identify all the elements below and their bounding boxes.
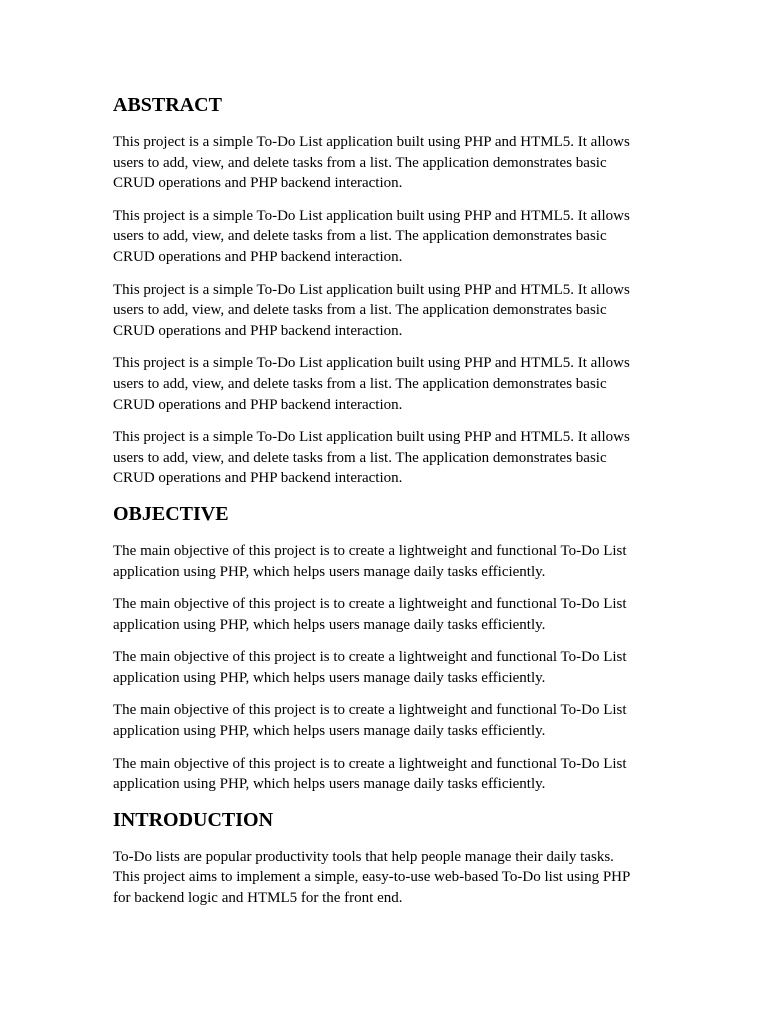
objective-heading: OBJECTIVE bbox=[113, 502, 229, 525]
abstract-paragraph: This project is a simple To-Do List application built using PHP and HTML5. It allows users to add, view, and delete tasks from a list. The application demonstrates basic CRUD operations and PHP backend interaction. bbox=[113, 429, 630, 487]
abstract-section bbox=[113, 92, 643, 489]
introduction-section bbox=[113, 807, 643, 909]
introduction-heading: INTRODUCTION bbox=[113, 808, 274, 831]
objective-paragraph: The main objective of this project is to create a lightweight and functional To-Do List application using PHP, which helps users manage daily tasks efficiently. bbox=[113, 596, 627, 633]
abstract-paragraph: This project is a simple To-Do List application built using PHP and HTML5. It allows users to add, view, and delete tasks from a list. The application demonstrates basic CRUD operations and PHP backend interaction. bbox=[113, 207, 630, 265]
objective-paragraph: The main objective of this project is to create a lightweight and functional To-Do List application using PHP, which helps users manage daily tasks efficiently. bbox=[113, 542, 627, 580]
abstract-paragraph: This project is a simple To-Do List application built using PHP and HTML5. It allows users to add, view, and delete tasks from a list. The application demonstrates basic CRUD operations and PHP backend interaction. bbox=[113, 134, 630, 192]
abstract-paragraph: This project is a simple To-Do List application built using PHP and HTML5. It allows users to add, view, and delete tasks from a list. The application demonstrates basic CRUD operations and PHP backend interaction. bbox=[113, 355, 630, 413]
document-page bbox=[113, 92, 643, 921]
abstract-paragraph: This project is a simple To-Do List application built using PHP and HTML5. It allows users to add, view, and delete tasks from a list. The application demonstrates basic CRUD operations and PHP backend interaction. bbox=[113, 281, 630, 339]
objective-section bbox=[113, 501, 643, 795]
objective-paragraph: The main objective of this project is to create a lightweight and functional To-Do List application using PHP, which helps users manage daily tasks efficiently. bbox=[113, 649, 627, 686]
objective-paragraph: The main objective of this project is to create a lightweight and functional To-Do List application using PHP, which helps users manage daily tasks efficiently. bbox=[113, 755, 627, 793]
abstract-heading: ABSTRACT bbox=[113, 94, 222, 116]
introduction-paragraph: To-Do lists are popular productivity tools that help people manage their daily tasks. This project aims to implement a simple, easy-to-use web-based To-Do list using PHP for backend logic and HTML5 for the front end. bbox=[113, 848, 630, 907]
objective-paragraph: The main objective of this project is to create a lightweight and functional To-Do List application using PHP, which helps users manage daily tasks efficiently. bbox=[113, 702, 627, 740]
